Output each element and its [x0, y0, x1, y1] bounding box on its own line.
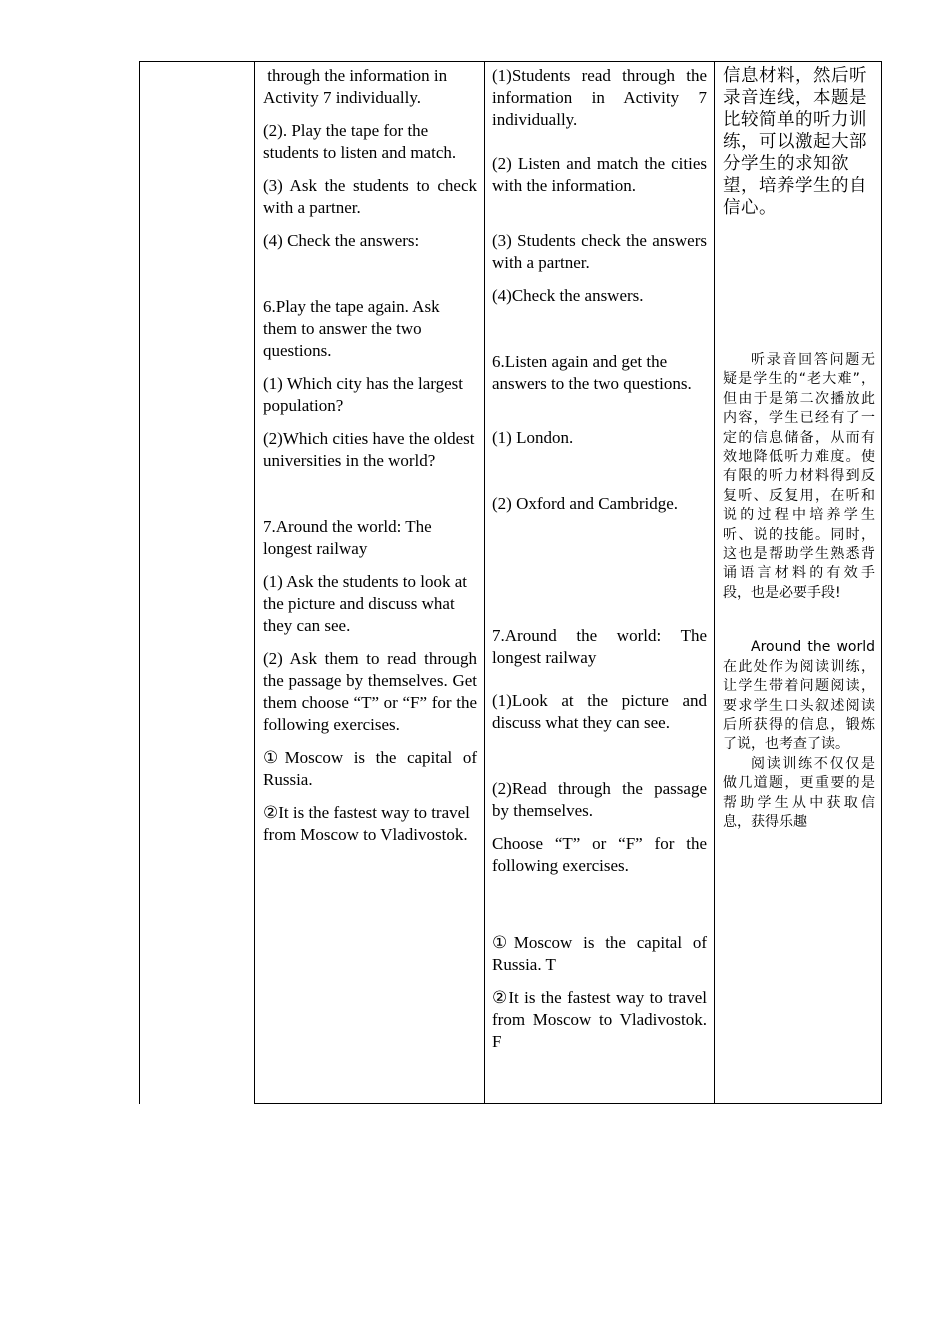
purpose-text-1: 信息材料，然后听录音连线，本题是比较简单的听力训练，可以激起大部分学生的求知欲望，培养学生的自信心。 [723, 66, 867, 218]
teacher-text-5: 6.Play the tape again. Ask them to answer the two questions. [263, 297, 440, 360]
teacher-text-11: ①Moscow is the capital of Russia. [263, 748, 477, 789]
teacher-text-4: (4) Check the answers: [263, 231, 420, 250]
student-text-6: (1) London. [492, 428, 574, 447]
teacher-text-8: 7.Around the world: The longest railway [263, 517, 432, 558]
student-text-12: ①Moscow is the capital of Russia. T [492, 933, 707, 974]
teacher-text-6: (1) Which city has the largest population? [263, 374, 464, 415]
student-text-1: (1)Students read through the information in Activity 7 individually. [492, 66, 707, 129]
student-activity-column [484, 62, 714, 1103]
student-text-8: 7.Around the world: The longest railway [492, 626, 707, 667]
teacher-text-7: (2)Which cities have the oldest universities in the world? [263, 429, 475, 470]
teacher-activity-column [255, 62, 484, 1103]
purpose-text-3: Around the world在此处作为阅读训练，让学生带着问题阅读，要求学生口头叙述阅读后所获得的信息，锻炼了说，也考查了读。 [723, 639, 875, 753]
teacher-text-1: through the information in Activity 7 individually. [263, 66, 451, 107]
student-text-2: (2) Listen and match the cities with the information. [492, 154, 707, 195]
student-text-11: Choose “T” or “F” for the following exercises. [492, 834, 707, 875]
design-purpose-column [714, 62, 881, 1103]
student-text-13: ②It is the fastest way to travel from Moscow to Vladivostok. F [492, 988, 707, 1051]
step-column [139, 62, 255, 1103]
teacher-text-12: ②It is the fastest way to travel from Moscow to Vladivostok. [263, 803, 470, 844]
teacher-text-3: (3) Ask the students to check with a partner. [263, 176, 477, 217]
teacher-text-9: (1) Ask the students to look at the picture and discuss what they can see. [263, 572, 467, 635]
student-text-5: 6.Listen again and get the answers to the two questions. [492, 352, 692, 393]
purpose-text-2: 听录音回答问题无疑是学生的“老大难”，但由于是第二次播放此内容，学生已经有了一定的信息储备，从而有效地降低听力难度。使有限的听力材料得到反复听、反复用，在听和说的过程中培养学生听、说的技能。同时，这也是帮助学生熟悉背诵语言材料的有效手段，也是必要手段! [723, 352, 875, 601]
table-bottom-border [254, 1103, 882, 1104]
teacher-text-2: (2). Play the tape for the students to listen and match. [263, 121, 457, 162]
student-text-4: (4)Check the answers. [492, 286, 644, 305]
student-text-3: (3) Students check the answers with a partner. [492, 231, 707, 272]
teacher-text-10: (2) Ask them to read through the passage by themselves. Get them choose “T” or “F” for the following exercises. [263, 649, 477, 734]
student-text-10: (2)Read through the passage by themselves. [492, 779, 707, 820]
student-text-9: (1)Look at the picture and discuss what they can see. [492, 691, 707, 732]
purpose-text-4: 阅读训练不仅仅是做几道题，更重要的是帮助学生从中获取信息，获得乐趣 [723, 755, 875, 830]
table-right-border [881, 61, 882, 1104]
student-text-7: (2) Oxford and Cambridge. [492, 494, 679, 513]
